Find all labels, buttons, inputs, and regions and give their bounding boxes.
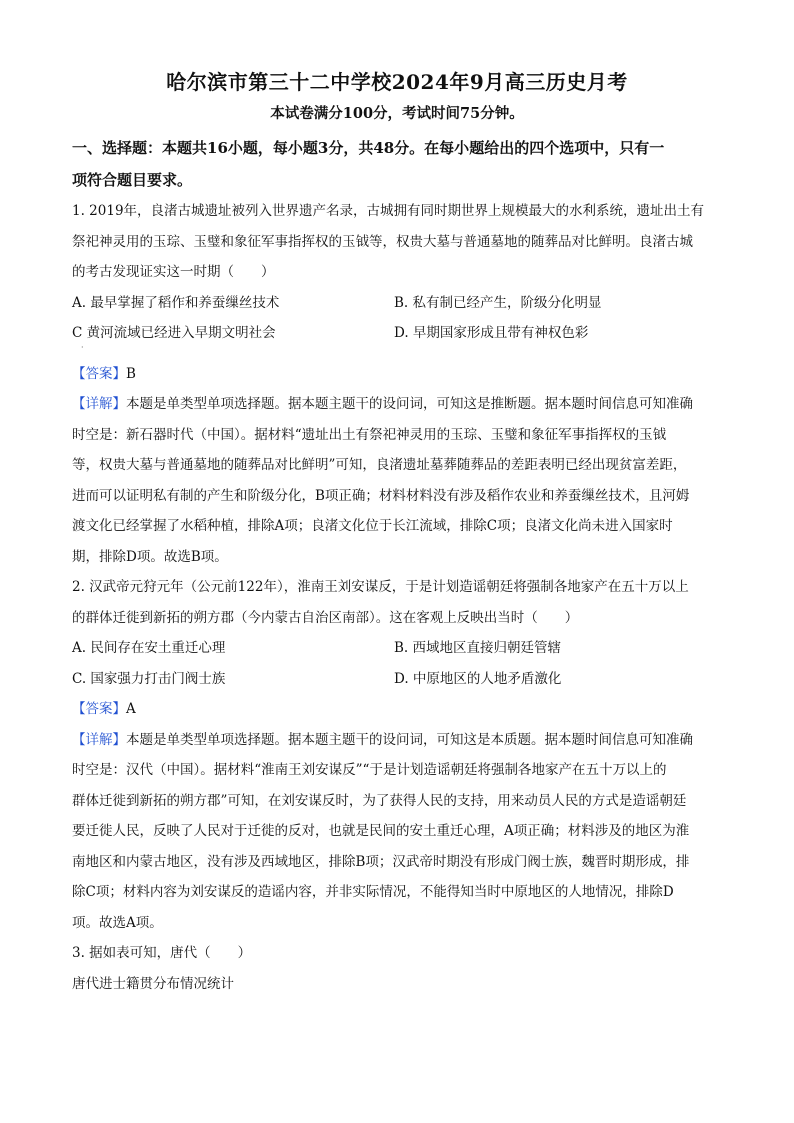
option-a: A. 最早掌握了稻作和养蚕缫丝技术 (72, 294, 280, 311)
option-row (72, 318, 722, 349)
explanation-line: 渡文化已经掌握了水稻种植，排除A项；良渚文化位于长江流域，排除C项；良渚文化尚未进入国家时 (72, 518, 673, 534)
section-heading (72, 132, 722, 196)
explanation-line: 项。故选A项。 (72, 914, 163, 931)
explanation-line: 等，权贵大墓与普通墓地的随葬品对比鲜明”可知，良渚遗址墓葬随葬品的差距表明已经出现贫富差距， (72, 457, 687, 473)
question-2 (72, 572, 722, 938)
exam-subtitle: 本试卷满分100分，考试时间75分钟。 (270, 105, 524, 122)
section-heading-line: 项符合题目要求。 (72, 171, 193, 189)
option-a: A. 民间存在安土重迁心理 (72, 640, 226, 656)
stray-dot: · (81, 342, 84, 352)
option-c: C 黄河流域已经进入早期文明社会 (72, 325, 276, 341)
option-row (72, 288, 722, 319)
option-row (72, 633, 722, 664)
option-d: D. 早期国家形成且带有神权色彩 (394, 325, 589, 341)
answer-value: B (126, 365, 136, 382)
option-row (72, 664, 722, 695)
answer-value: A (126, 701, 136, 717)
answer-line (72, 694, 722, 725)
explanation-line: 除C项；材料内容为刘安谋反的造谣内容，并非实际情况，不能得知当时中原地区的人地情况，排除D (72, 884, 674, 900)
table-title: 唐代进士籍贯分布情况统计 (72, 975, 234, 992)
question-stem-line: 祭祀神灵用的玉琮、玉璧和象征军事指挥权的玉钺等，权贵大墓与普通墓地的随葬品对比鲜明。良渚古城 (72, 233, 693, 250)
explanation-line: 进而可以证明私有制的产生和阶级分化，B项正确；材料材料没有涉及稻作农业和养蚕缫丝技术，且河姆 (72, 487, 690, 504)
option-b: B. 私有制已经产生，阶级分化明显 (394, 294, 602, 311)
section-heading-line: 一、选择题：本题共16小题，每小题3分，共48分。在每小题给出的四个选项中，只有一 (72, 139, 665, 157)
explanation-line: 时空是：新石器时代（中国）。据材料“遗址出土有祭祀神灵用的玉琮、玉璧和象征军事指挥权的玉钺 (72, 426, 667, 443)
explanation-line: 【详解】本题是单类型单项选择题。据本题主题干的设问词，可知这是本质题。据本题时间信息可知准确 (72, 731, 693, 748)
exam-page (72, 66, 722, 999)
explanation-line: 南地区和内蒙古地区，没有涉及西域地区，排除B项；汉武帝时期没有形成门阀士族，魏晋时期形成，排 (72, 853, 690, 870)
option-c: C. 国家强力打击门阀士族 (72, 670, 226, 687)
explanation-line: 要迁徙人民，反映了人民对于迁徙的反对，也就是民间的安土重迁心理，A项正确；材料涉及的地区为淮 (72, 823, 690, 839)
explanation-line: 期，排除D项。故选B项。 (72, 548, 228, 565)
question-stem-line: 的考古发现证实这一时期（ ） (72, 264, 275, 280)
explanation-line: 群体迁徙到新拓的朔方郡”可知，在刘安谋反时，为了获得人民的支持，用来动员人民的方式是造谣朝廷 (72, 792, 687, 809)
question-stem-line: 2. 汉武帝元狩元年（公元前122年），淮南王刘安谋反，于是计划造谣朝廷将强制各地家产在五十万以上 (72, 579, 689, 595)
question-stem-line: 1. 2019年，良渚古城遗址被列入世界遗产名录，古城拥有同时期世界上规模最大的水利系统，遗址出土有 (72, 203, 705, 219)
explanation-line: 【详解】本题是单类型单项选择题。据本题主题干的设问词，可知这是推断题。据本题时间信息可知准确 (72, 396, 693, 412)
question-3 (72, 938, 722, 999)
option-d: D. 中原地区的人地矛盾激化 (394, 670, 562, 687)
answer-tag: 【答案】 (72, 701, 126, 717)
question-stem-line: 3. 据如表可知，唐代（ ） (72, 945, 252, 961)
explanation-tag: 【详解】 (72, 396, 126, 412)
question-1 (72, 196, 722, 572)
answer-tag: 【答案】 (72, 365, 126, 382)
question-stem-line: 的群体迁徙到新拓的朔方郡（今内蒙古自治区南部）。这在客观上反映出当时（ ） (72, 609, 579, 626)
answer-line (72, 359, 722, 390)
explanation-tag: 【详解】 (72, 731, 126, 748)
option-b: B. 西域地区直接归朝廷管辖 (394, 640, 562, 656)
explanation-line: 时空是：汉代（中国）。据材料“淮南王刘安谋反”“于是计划造谣朝廷将强制各地家产在五十万以上的 (72, 762, 667, 778)
exam-title: 哈尔滨市第三十二中学校2024年9月高三历史月考 (166, 70, 628, 94)
